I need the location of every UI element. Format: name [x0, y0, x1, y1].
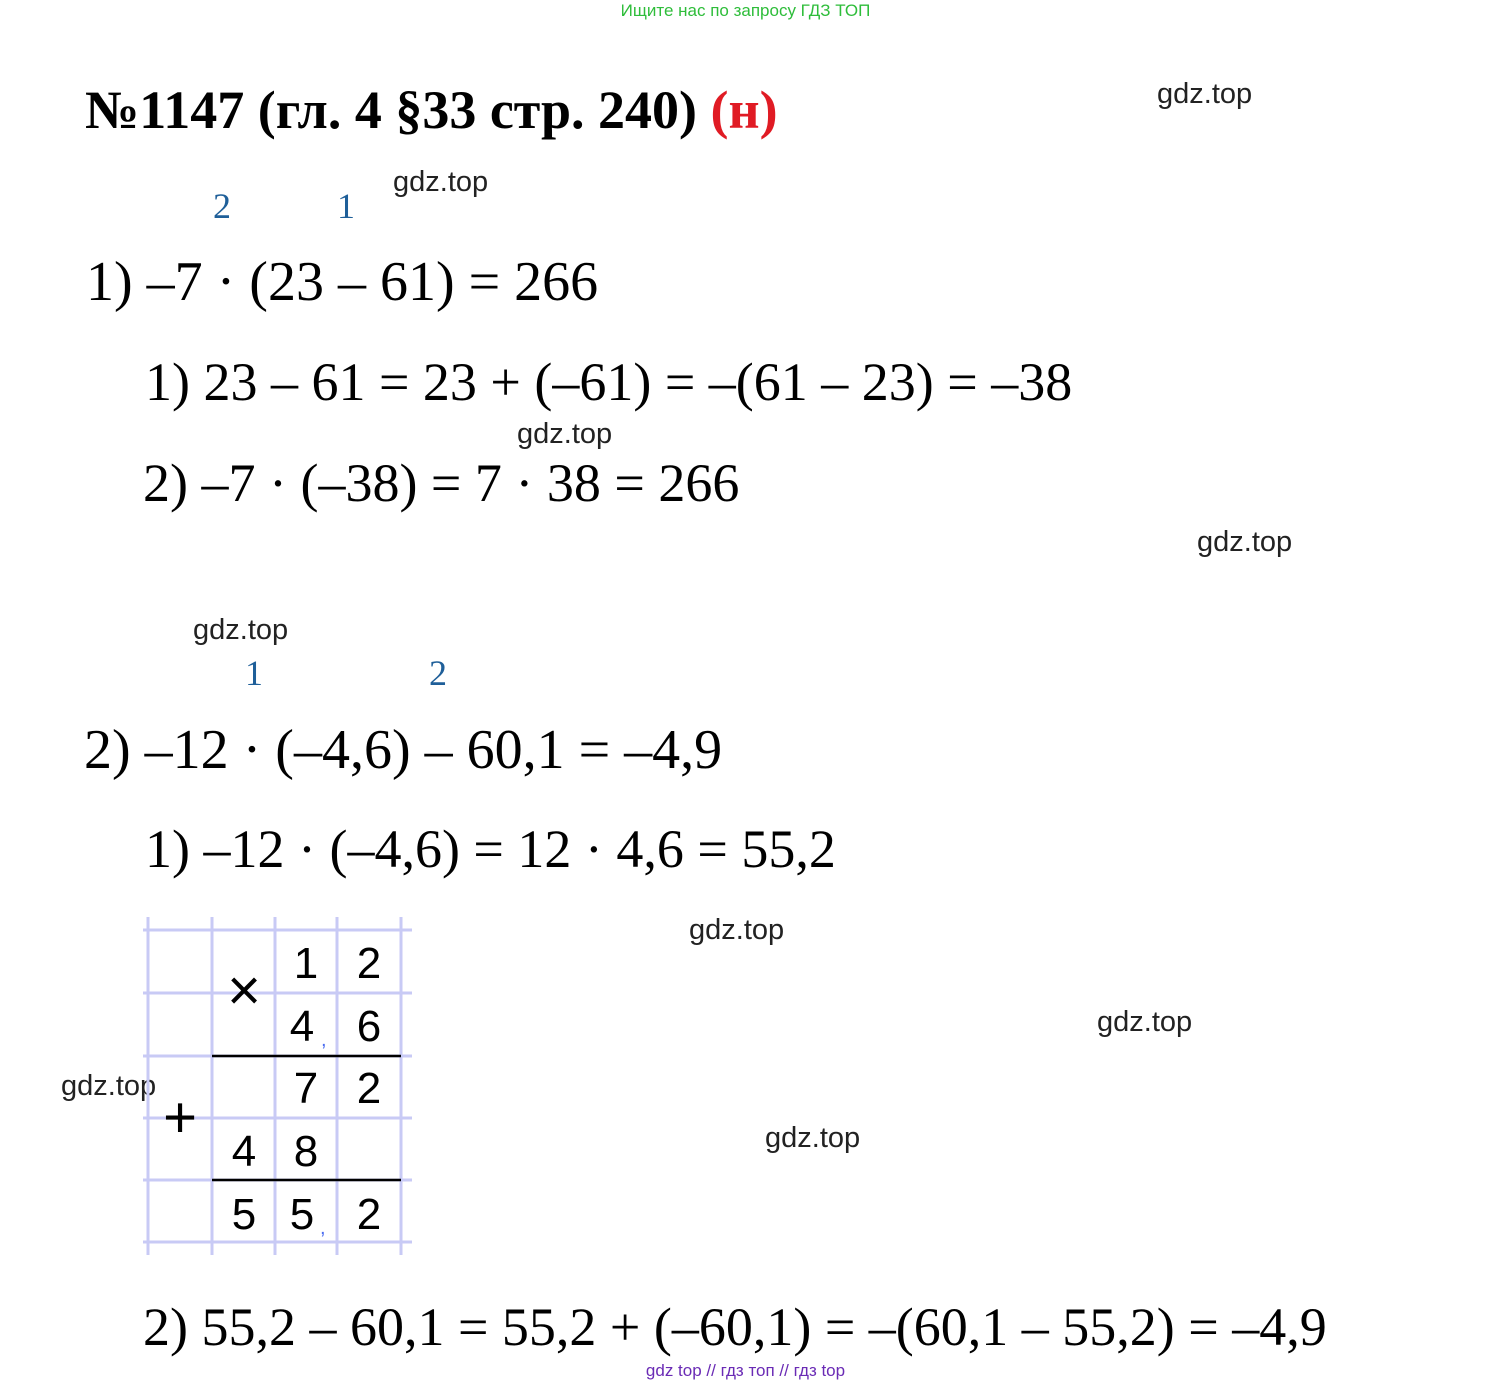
digit: 7	[293, 1064, 319, 1113]
operation-order-number: 2	[429, 653, 447, 693]
watermark: gdz.top	[517, 418, 613, 450]
problem-title	[85, 80, 778, 140]
search-banner: Ищите нас по запросу ГДЗ ТОП	[620, 1, 871, 20]
operation-order-number: 2	[213, 186, 231, 226]
times-sign: ×	[227, 958, 261, 1023]
expression-2-step-1: 1) –12 · (–4,6) = 12 · 4,6 = 55,2	[145, 819, 836, 879]
expression-2: 2) –12 · (–4,6) – 60,1 = –4,9	[84, 719, 723, 781]
expression-2-step-2: 2) 55,2 – 60,1 = 55,2 + (–60,1) = –(60,1 – 55,2) = –4,9	[143, 1297, 1327, 1357]
watermark: gdz.top	[1097, 1006, 1193, 1038]
operation-order-number: 1	[337, 186, 355, 226]
digit: 8	[293, 1127, 319, 1176]
digit: 5	[289, 1190, 315, 1239]
watermark: gdz.top	[1157, 78, 1253, 110]
digit: 1	[293, 939, 319, 988]
footer-watermark: gdz top // гдз топ // гдз top	[645, 1361, 846, 1380]
watermark: gdz.top	[193, 614, 289, 646]
watermark: gdz.top	[689, 914, 785, 946]
operation-order-number: 1	[245, 653, 263, 693]
expression-1-step-1: 1) 23 – 61 = 23 + (–61) = –(61 – 23) = –38	[145, 352, 1073, 412]
digit: 4	[231, 1127, 257, 1176]
digit: 4	[289, 1002, 315, 1051]
watermark: gdz.top	[393, 166, 489, 198]
watermark: gdz.top	[765, 1122, 861, 1154]
digit: 2	[356, 939, 382, 988]
expression-1-step-2: 2) –7 · (–38) = 7 · 38 = 266	[143, 453, 740, 513]
plus-sign: +	[163, 1085, 197, 1150]
digit: 5	[231, 1190, 257, 1239]
problem-marker: (н)	[710, 80, 778, 140]
problem-title-text: №1147 (гл. 4 §33 стр. 240)	[85, 80, 698, 140]
decimal-comma: ,	[321, 1029, 327, 1051]
digit: 2	[356, 1190, 382, 1239]
decimal-comma: ,	[320, 1217, 326, 1239]
expression-1: 1) –7 · (23 – 61) = 266	[86, 251, 599, 313]
digit: 6	[356, 1002, 382, 1051]
watermark: gdz.top	[1197, 526, 1293, 558]
watermark: gdz.top	[61, 1070, 157, 1102]
digit: 2	[356, 1064, 382, 1113]
column-multiplication	[140, 912, 420, 1262]
